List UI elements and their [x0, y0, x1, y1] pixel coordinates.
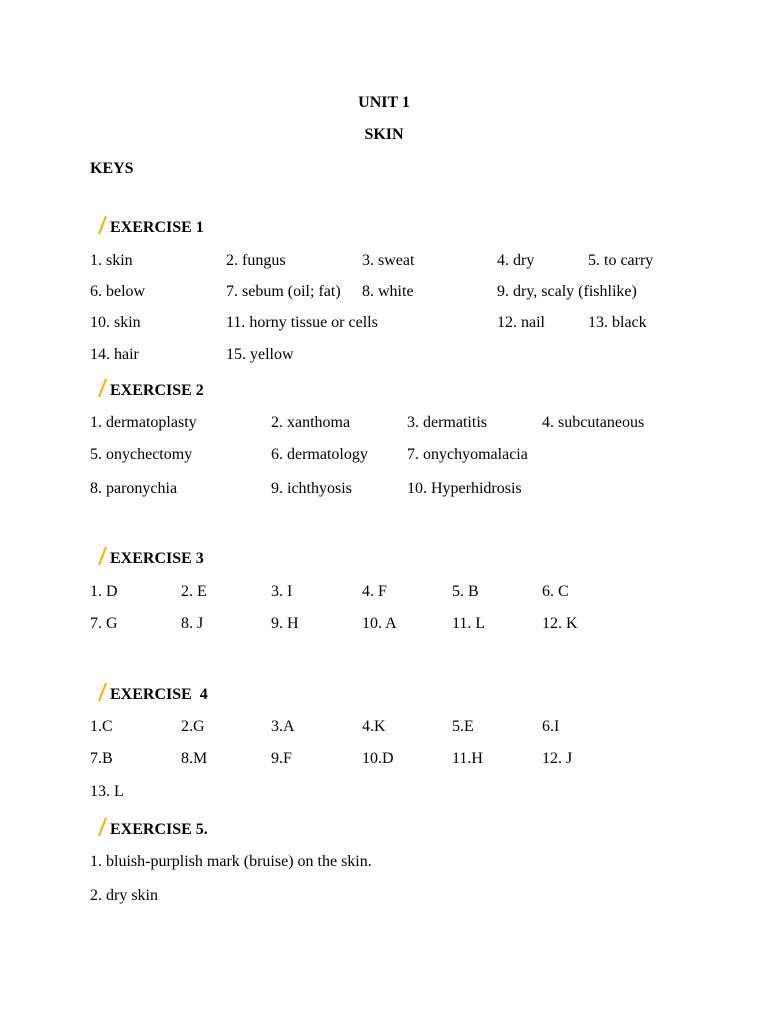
answer-item: 6.I: [542, 718, 560, 735]
answer-item: 10.D: [362, 750, 394, 767]
answer-item: 11. horny tissue or cells: [226, 314, 378, 331]
exercise-3-row-2: [0, 614, 768, 634]
answer-item: 3. I: [271, 583, 293, 600]
answer-item: 13. L: [90, 783, 124, 800]
exercise-5-heading: [96, 817, 208, 841]
answer-item: 4. subcutaneous: [542, 414, 645, 431]
answer-item: 8. white: [362, 283, 414, 300]
answer-item: 3. dermatitis: [407, 414, 487, 431]
exercise-1-heading: [96, 215, 204, 239]
answer-item: 6. below: [90, 283, 146, 300]
answer-item: 15. yellow: [226, 346, 294, 363]
answer-item: 4. F: [362, 583, 387, 600]
exercise-5-answer-1: 1. bluish-purplish mark (bruise) on the skin.: [90, 853, 372, 870]
unit-heading: UNIT 1: [358, 94, 410, 111]
exercise-4-row-1: [0, 717, 768, 737]
answer-item: 1.C: [90, 718, 113, 735]
answer-item: 7. sebum (oil; fat): [226, 283, 341, 300]
answer-item: 3. sweat: [362, 252, 415, 269]
answer-item: 8. paronychia: [90, 480, 178, 497]
answer-item: 5. B: [452, 583, 479, 600]
answer-item: 5.E: [452, 718, 474, 735]
exercise-2-row-2: [0, 445, 768, 465]
answer-item: 2.G: [181, 718, 205, 735]
answer-item: 1. D: [90, 583, 118, 600]
exercise-1-row-1: [0, 251, 768, 271]
exercise-4-heading: [96, 682, 208, 706]
exercise-3-title: EXERCISE 3: [110, 550, 204, 567]
answer-item: 9. ichthyosis: [271, 480, 352, 497]
answer-item: 9.F: [271, 750, 292, 767]
answer-item: 2. fungus: [226, 252, 286, 269]
answer-item: 1. skin: [90, 252, 133, 269]
answer-item: 6. dermatology: [271, 446, 368, 463]
answer-item: 7. onychyomalacia: [407, 446, 528, 463]
answer-item: 11. L: [452, 615, 486, 632]
answer-item: 7. G: [90, 615, 118, 632]
keys-label: KEYS: [90, 160, 134, 177]
exercise-4-row-2: [0, 749, 768, 769]
answer-item: 5. onychectomy: [90, 446, 193, 463]
exercise-1-title: EXERCISE 1: [110, 219, 204, 236]
exercise-4-title: EXERCISE 4: [110, 686, 208, 703]
answer-item: 10. skin: [90, 314, 141, 331]
slash-mark-icon: [96, 682, 108, 702]
exercise-1-row-2: [0, 282, 768, 302]
answer-item: 8.M: [181, 750, 208, 767]
answer-item: 11.H: [452, 750, 483, 767]
slash-mark-icon: [96, 817, 108, 837]
exercise-2-heading: [96, 378, 204, 402]
answer-item: 4.K: [362, 718, 386, 735]
answer-item: 1. dermatoplasty: [90, 414, 197, 431]
answer-item: 12. K: [542, 615, 578, 632]
slash-mark-icon: [96, 546, 108, 566]
exercise-3-row-1: [0, 582, 768, 602]
answer-item: 10. Hyperhidrosis: [407, 480, 522, 497]
exercise-2-row-1: [0, 413, 768, 433]
exercise-1-row-4: [0, 345, 768, 365]
answer-item: 12. J: [542, 750, 573, 767]
exercise-2-title: EXERCISE 2: [110, 382, 204, 399]
answer-item: 9. H: [271, 615, 299, 632]
answer-item: 4. dry: [497, 252, 535, 269]
answer-item: 3.A: [271, 718, 295, 735]
answer-item: 10. A: [362, 615, 397, 632]
slash-mark-icon: [96, 215, 108, 235]
subject-heading: SKIN: [364, 126, 404, 143]
exercise-4-row-3: [0, 782, 768, 802]
exercise-2-row-3: [0, 479, 768, 499]
answer-item: 7.B: [90, 750, 113, 767]
answer-item: 13. black: [588, 314, 647, 331]
exercise-3-heading: [96, 546, 204, 570]
answer-item: 8. J: [181, 615, 204, 632]
answer-item: 2. xanthoma: [271, 414, 351, 431]
answer-item: 14. hair: [90, 346, 139, 363]
answer-item: 6. C: [542, 583, 569, 600]
answer-item: 2. E: [181, 583, 207, 600]
answer-item: 12. nail: [497, 314, 545, 331]
answer-item: 5. to carry: [588, 252, 654, 269]
slash-mark-icon: [96, 378, 108, 398]
answer-item: 9. dry, scaly (fishlike): [497, 283, 637, 300]
exercise-1-row-3: [0, 313, 768, 333]
exercise-5-answer-2: 2. dry skin: [90, 887, 158, 904]
exercise-5-title: EXERCISE 5.: [110, 821, 208, 838]
